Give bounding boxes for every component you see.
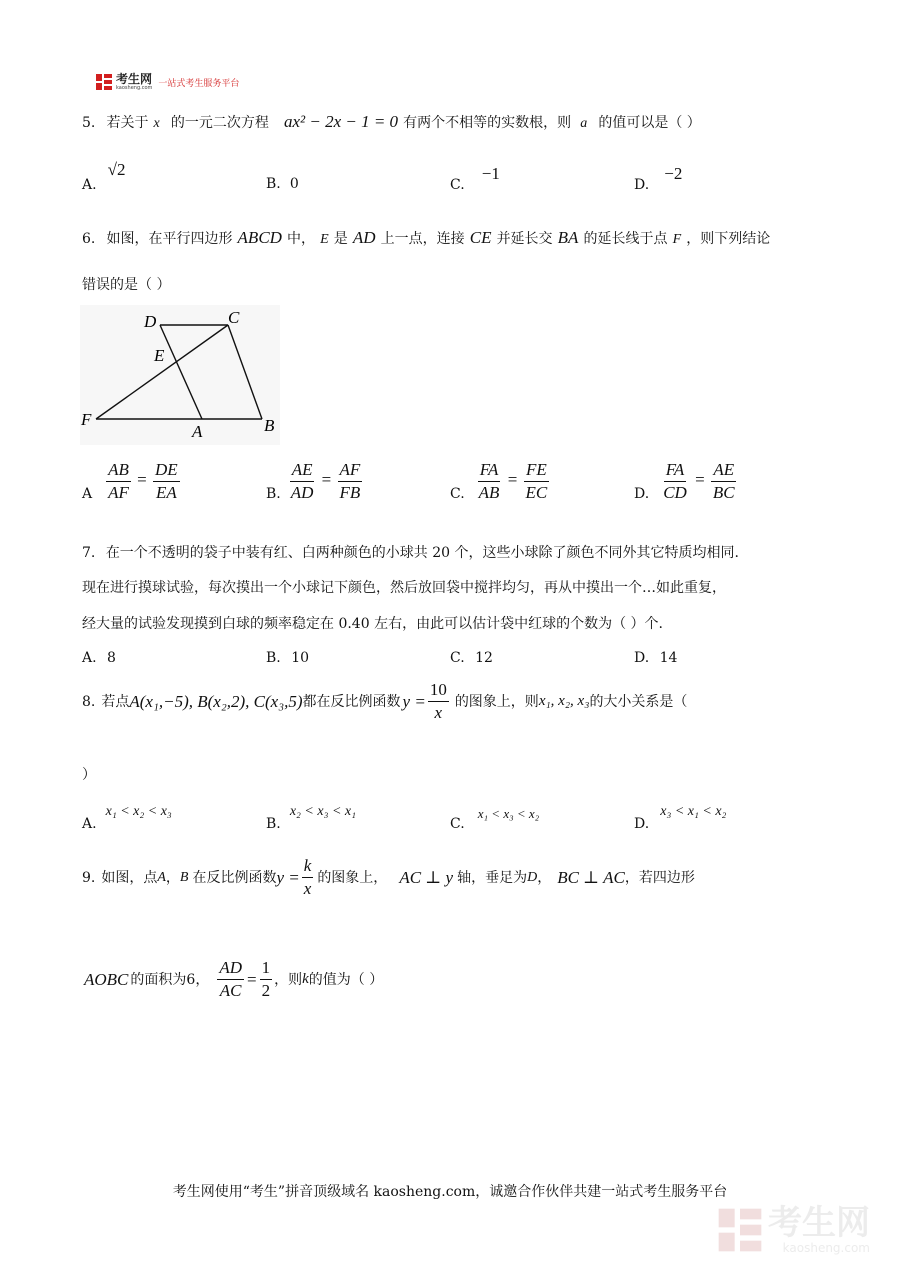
frac-num: 10 <box>428 680 449 702</box>
option-value: x₃ < x₁ < x₂ <box>660 804 727 819</box>
footer-text: 考生网使用“考生”拼音顶级域名 kaosheng.com，诚邀合作伙伴共建一站式考生服务平台 <box>172 1184 728 1200</box>
q6-number: 6. <box>82 231 96 247</box>
q6-option-d[interactable] <box>634 460 737 503</box>
q9-text: 如图，点 <box>101 869 158 886</box>
frac-num: AF <box>338 460 363 482</box>
option-label: D. <box>634 816 650 832</box>
header-logo <box>95 73 239 95</box>
q7-option-a[interactable] <box>82 651 116 665</box>
watermark-logo-icon <box>716 1206 764 1254</box>
watermark <box>716 1205 870 1255</box>
q5-option-d[interactable] <box>634 164 683 193</box>
q9-math: k <box>302 971 309 987</box>
option-value: x₁ < x₃ < x₂ <box>477 806 540 821</box>
q8-option-d[interactable] <box>634 800 727 832</box>
q9-text: 的值为（ ） <box>308 971 384 988</box>
q8-option-a[interactable] <box>82 800 172 832</box>
frac-num: FA <box>664 460 687 482</box>
option-label: B. <box>266 816 281 832</box>
option-value: −2 <box>664 164 683 183</box>
q8-line-2: ） <box>82 767 96 783</box>
q8-number: 8. <box>82 693 96 710</box>
q8-option-b[interactable] <box>266 800 356 832</box>
q5-option-a[interactable] <box>82 160 126 193</box>
q9-math: D <box>527 869 538 885</box>
q7-option-d[interactable] <box>634 651 677 665</box>
question-8 <box>82 680 687 723</box>
q6-text: 并延长交 <box>496 231 553 247</box>
q9-text: ， <box>195 971 210 988</box>
option-value: √2 <box>107 160 126 179</box>
q9-function <box>276 856 313 899</box>
frac-den: BC <box>712 483 735 502</box>
q9-math: AC ⊥ y <box>399 867 454 887</box>
option-value: 8 <box>107 650 116 666</box>
option-label: A <box>82 485 93 502</box>
frac-num: k <box>302 856 314 878</box>
q6-math: E <box>320 232 329 247</box>
q6-math: AD <box>352 228 376 247</box>
frac-num: AB <box>106 460 131 482</box>
q6-option-c[interactable] <box>450 460 549 503</box>
q9-math: B <box>179 869 189 885</box>
q6-text: 的延长线于点 <box>583 231 668 247</box>
option-value: x₂ < x₃ < x₁ <box>289 804 356 819</box>
frac-den: AB <box>478 483 500 502</box>
q9-math: BC ⊥ AC <box>557 867 625 887</box>
frac-den: AC <box>219 981 242 1000</box>
option-label: B. <box>266 650 281 666</box>
q8-text: 的大小关系是（ <box>589 693 688 710</box>
q7-text: 在一个不透明的袋子中装有红、白两种颜色的小球共 20 个，这些小球除了颜色不同外其它特质均相同. <box>105 545 739 561</box>
option-value: $\frac{AB}{AF}$ = $\frac{DE}{EA}$ <box>108 460 178 502</box>
q7-option-b[interactable] <box>266 651 309 665</box>
frac-den: AD <box>290 483 314 502</box>
label-a: A <box>192 422 203 441</box>
logo-text: 考生网 <box>116 72 153 86</box>
frac-den: AF <box>108 483 129 502</box>
q6-option-a[interactable] <box>82 460 180 503</box>
option-label: A. <box>82 177 97 193</box>
q6-text: ，则下列结论 <box>686 231 771 247</box>
q9-text: 的图象上， <box>317 869 388 886</box>
q5-text: 的值可以是（ ） <box>598 115 701 131</box>
frac-den: CD <box>663 483 687 502</box>
option-value: x₁ < x₂ < x₃ <box>105 804 172 819</box>
q5-var-a: a <box>580 116 588 131</box>
q6-text: 是 <box>333 231 348 247</box>
q9-text: ，则 <box>274 971 303 988</box>
q9-text: ， <box>165 869 180 886</box>
q6-text: 如图，在平行四边形 <box>106 231 233 247</box>
q8-text: 的图象上，则 <box>454 693 539 710</box>
question-6 <box>82 228 770 248</box>
q7-number: 7. <box>82 545 96 561</box>
frac-den: EC <box>525 483 548 502</box>
frac-num: AD <box>217 958 244 980</box>
option-label: C. <box>450 177 465 193</box>
q5-var-x: x <box>153 116 160 131</box>
logo-icon <box>95 73 113 91</box>
q8-points: A(x₁,−5), B(x₂,2), C(x₃,5) <box>129 691 303 711</box>
option-value: 0 <box>289 176 299 192</box>
frac-num: AE <box>711 460 736 482</box>
watermark-brand: 考生网 <box>768 1203 870 1243</box>
q8-text: 若点 <box>101 693 130 710</box>
option-label: D. <box>634 650 650 666</box>
option-value: $\frac{FA}{CD}$ = $\frac{AE}{BC}$ <box>663 460 735 502</box>
label-b: B <box>264 416 275 435</box>
option-value: −1 <box>481 164 500 183</box>
func-lhs: y = <box>276 867 300 887</box>
q8-option-c[interactable] <box>450 803 540 832</box>
frac-num: FE <box>524 460 549 482</box>
q5-text: 若关于 <box>106 115 149 131</box>
q9-math: A <box>157 869 166 885</box>
q5-number: 5. <box>82 115 96 131</box>
frac-num: DE <box>153 460 180 482</box>
option-label: B. <box>266 176 281 192</box>
option-label: B. <box>266 485 281 502</box>
q9-text: ，若四边形 <box>624 869 695 886</box>
option-value: $\frac{AE}{AD}$ = $\frac{AF}{FB}$ <box>290 460 361 502</box>
q6-math: ABCD <box>237 228 282 247</box>
q5-equation: ax² − 2x − 1 = 0 <box>283 112 399 131</box>
option-label: D. <box>634 177 650 193</box>
q6-line-2: 错误的是（ ） <box>82 277 171 293</box>
func-lhs: y = <box>402 691 426 711</box>
q9-area: 6 <box>186 971 196 988</box>
frac-den: EA <box>155 483 177 502</box>
q8-vars: x₁, x₂, x₃ <box>538 693 590 709</box>
q9-text: ， <box>537 869 552 886</box>
label-e: E <box>154 346 165 365</box>
q8-function <box>403 680 449 723</box>
option-value: $\frac{FA}{AB}$ = $\frac{FE}{EC}$ <box>478 460 548 502</box>
option-label: C. <box>450 485 465 502</box>
option-label: C. <box>450 816 465 832</box>
q5-option-c[interactable] <box>450 164 500 193</box>
option-value: 12 <box>475 650 493 666</box>
question-9 <box>82 856 695 899</box>
q7-line-1 <box>82 546 739 560</box>
question-5 <box>82 112 701 132</box>
label-d: D <box>144 312 157 331</box>
q7-line-3: 经大量的试验发现摸到白球的频率稳定在 0.40 左右，由此可以估计袋中红球的个数为（ ）个. <box>82 616 663 632</box>
q6-option-b[interactable] <box>266 460 362 503</box>
option-label: A. <box>82 816 97 832</box>
frac-den: x <box>303 879 312 898</box>
label-c: C <box>228 308 240 327</box>
q9-number: 9. <box>82 869 96 886</box>
q9-text: 轴，垂足为 <box>457 869 528 886</box>
option-value: 14 <box>659 650 678 666</box>
q6-math: F <box>672 232 682 247</box>
option-label: C. <box>450 650 465 666</box>
q6-math: BA <box>557 228 579 247</box>
frac-num: FA <box>478 460 501 482</box>
q5-text: 有两个不相等的实数根，则 <box>403 115 572 131</box>
q6-text: 上一点，连接 <box>380 231 465 247</box>
option-value: 10 <box>291 650 310 666</box>
q9-text: 在反比例函数 <box>192 869 277 886</box>
q9-ratio <box>217 958 272 1001</box>
q9-math: AOBC <box>84 969 129 989</box>
option-label: A. <box>82 650 97 666</box>
frac-den: 2 <box>261 981 271 1000</box>
frac-den: x <box>434 703 443 722</box>
logo <box>95 73 239 91</box>
q6-text: 中， <box>287 231 316 247</box>
q6-figure <box>80 305 280 445</box>
logo-domain: kaosheng.com <box>116 85 153 91</box>
q8-text: 都在反比例函数 <box>302 693 401 710</box>
frac-num: AE <box>290 460 315 482</box>
label-f: F <box>81 410 92 429</box>
q9-text: 的面积为 <box>130 971 187 988</box>
frac-den: FB <box>339 483 361 502</box>
frac-num: 1 <box>260 958 273 980</box>
equals-sign: = <box>246 969 257 989</box>
q7-line-2: 现在进行摸球试验，每次摸出一个小球记下颜色，然后放回袋中搅拌均匀，再从中摸出一个…如此重复， <box>82 580 726 596</box>
logo-slogan: 一站式考生服务平台 <box>158 78 240 89</box>
q7-option-c[interactable] <box>450 651 493 665</box>
option-label: D. <box>634 485 650 502</box>
q9-line-2 <box>84 958 383 1001</box>
q5-text: 的一元二次方程 <box>170 115 269 131</box>
watermark-domain: kaosheng.com <box>782 1241 870 1255</box>
q5-option-b[interactable] <box>266 173 299 192</box>
q6-math: CE <box>469 228 492 247</box>
